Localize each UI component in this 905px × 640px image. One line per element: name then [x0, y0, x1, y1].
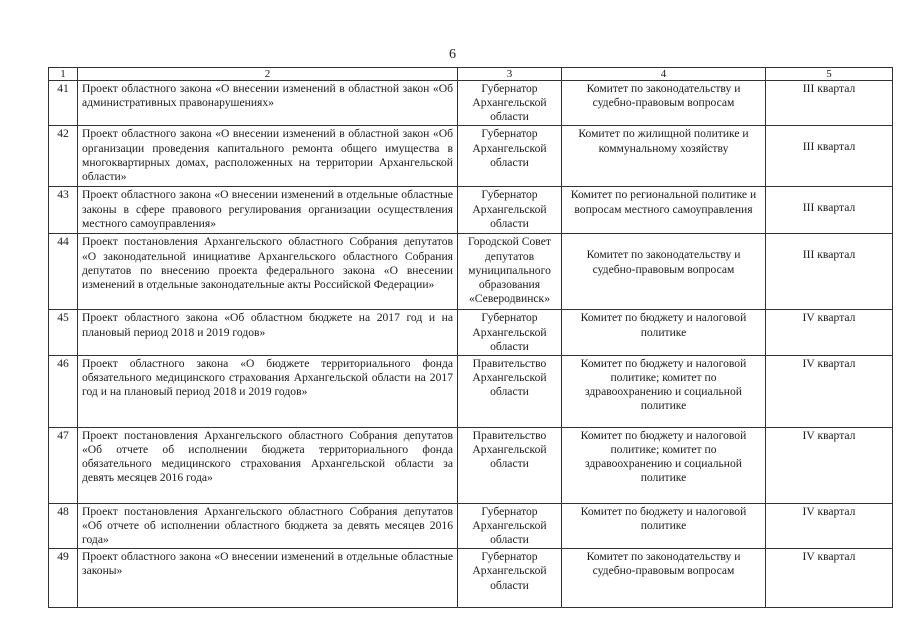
row-number: 49 [49, 549, 78, 608]
document-title: Проект областного закона «О внесении изменений в областной закон «Об административных правонарушениях» [78, 81, 458, 126]
document-title: Проект постановления Архангельского областного Собрания депутатов «Об отчете об исполнении областного бюджета за девять месяцев 2016 года» [78, 503, 458, 548]
responsible-committee: Комитет по бюджету и налоговой политике [562, 310, 766, 355]
initiator: Губернатор Архангельской области [458, 126, 562, 187]
quarter: IV квартал [766, 549, 893, 608]
initiator: Губернатор Архангельской области [458, 503, 562, 548]
quarter: III квартал [766, 126, 893, 187]
initiator: Губернатор Архангельской области [458, 310, 562, 355]
row-number: 44 [49, 234, 78, 310]
table-row [49, 81, 893, 126]
table-row [49, 126, 893, 187]
initiator: Правительство Архангельской области [458, 427, 562, 503]
table-row [49, 503, 893, 548]
initiator: Городской Совет депутатов муниципального образования «Северодвинск» [458, 234, 562, 310]
column-header: 2 [78, 68, 458, 81]
initiator: Губернатор Архангельской области [458, 187, 562, 234]
responsible-committee: Комитет по бюджету и налоговой политике; комитет по здравоохранению и социальной политике [562, 427, 766, 503]
row-number: 46 [49, 355, 78, 427]
row-number: 43 [49, 187, 78, 234]
quarter: IV квартал [766, 503, 893, 548]
responsible-committee: Комитет по региональной политике и вопросам местного самоуправления [562, 187, 766, 234]
row-number: 42 [49, 126, 78, 187]
document-title: Проект областного закона «О внесении изменений в отдельные областные законы» [78, 549, 458, 608]
initiator: Губернатор Архангельской области [458, 81, 562, 126]
row-number: 41 [49, 81, 78, 126]
table-row [49, 355, 893, 427]
column-header: 1 [49, 68, 78, 81]
quarter: III квартал [766, 234, 893, 310]
page-number: 6 [449, 47, 456, 62]
table-row [49, 187, 893, 234]
quarter: III квартал [766, 81, 893, 126]
table-row [49, 427, 893, 503]
table-header-row [49, 68, 893, 81]
document-title: Проект областного закона «Об областном бюджете на 2017 год и на плановый период 2018 и 2019 годов» [78, 310, 458, 355]
table-row [49, 234, 893, 310]
row-number: 48 [49, 503, 78, 548]
document-title: Проект областного закона «О внесении изменений в отдельные областные законы в сфере правового регулирования организации осуществления местного самоуправления» [78, 187, 458, 234]
row-number: 47 [49, 427, 78, 503]
responsible-committee: Комитет по жилищной политике и коммунальному хозяйству [562, 126, 766, 187]
column-header: 4 [562, 68, 766, 81]
row-number: 45 [49, 310, 78, 355]
document-title: Проект постановления Архангельского областного Собрания депутатов «Об отчете об исполнении бюджета территориального фонда обязательного медицинского страхования Архангельской области за девять месяцев 2016 года» [78, 427, 458, 503]
table-row [49, 549, 893, 608]
legislative-plan-table [48, 67, 893, 608]
column-header: 5 [766, 68, 893, 81]
responsible-committee: Комитет по бюджету и налоговой политике [562, 503, 766, 548]
document-title: Проект постановления Архангельского областного Собрания депутатов «О законодательной инициативе Архангельского областного Собрания депутатов по внесению проекта федерального закона «О внесении изменений в отдельные законодательные акты Российской Федерации» [78, 234, 458, 310]
responsible-committee: Комитет по законодательству и судебно-правовым вопросам [562, 549, 766, 608]
table-row [49, 310, 893, 355]
quarter: IV квартал [766, 310, 893, 355]
initiator: Правительство Архангельской области [458, 355, 562, 427]
quarter: IV квартал [766, 427, 893, 503]
column-header: 3 [458, 68, 562, 81]
responsible-committee: Комитет по законодательству и судебно-правовым вопросам [562, 234, 766, 310]
document-title: Проект областного закона «О бюджете территориального фонда обязательного медицинского страхования Архангельской области на 2017 год и на плановый период 2018 и 2019 годов» [78, 355, 458, 427]
responsible-committee: Комитет по законодательству и судебно-правовым вопросам [562, 81, 766, 126]
document-title: Проект областного закона «О внесении изменений в областной закон «Об организации проведения капитального ремонта общего имущества в многоквартирных домах, расположенных на территории Архангельской области» [78, 126, 458, 187]
quarter: III квартал [766, 187, 893, 234]
quarter: IV квартал [766, 355, 893, 427]
initiator: Губернатор Архангельской области [458, 549, 562, 608]
responsible-committee: Комитет по бюджету и налоговой политике; комитет по здравоохранению и социальной политике [562, 355, 766, 427]
